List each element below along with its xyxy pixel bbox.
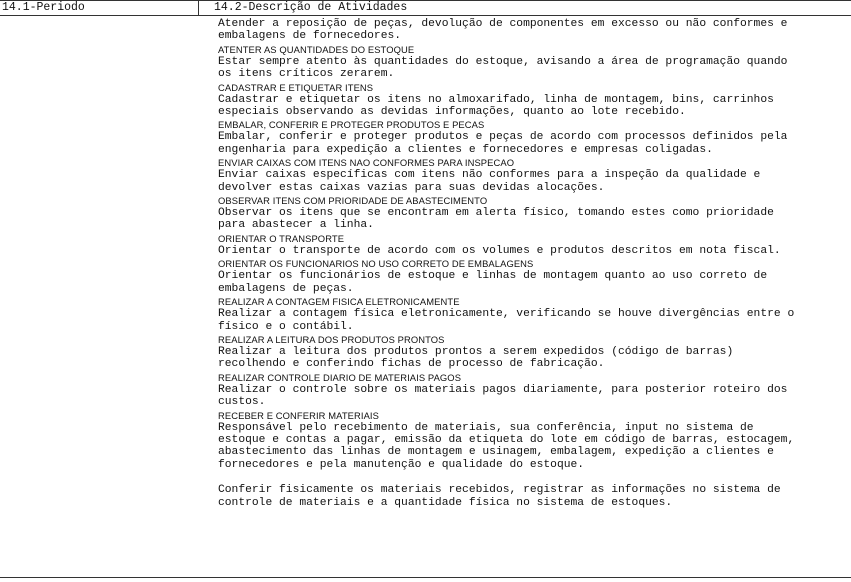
header-underline <box>0 15 851 16</box>
activity-text: Enviar caixas específicas com itens não conformes para a inspeção da qualidade e devolver estas caixas vazias para suas devidas alocações. <box>218 169 761 194</box>
activity-item <box>218 195 851 232</box>
activity-text: Responsável pelo recebimento de materiais, sua conferência, input no sistema de estoque e contas a pagar, emissão da etiqueta do lote em código de barras, estocagem, abastecimento das linhas de montagem e usinagem, embalagem, expedição a clientes e fornecedores e pela manutenção e qualidade do estoque. <box>218 421 795 471</box>
bottom-rule <box>0 577 851 578</box>
activity-item <box>218 44 851 81</box>
activity-title: ATENTER AS QUANTIDADES DO ESTOQUE <box>218 43 415 55</box>
top-rule <box>0 0 851 1</box>
activity-item <box>218 372 851 409</box>
activity-title: REALIZAR A CONTAGEM FISICA ELETRONICAMENTE <box>218 296 460 308</box>
activity-text: Estar sempre atento às quantidades do estoque, avisando a área de programação quando os itens críticos zerarem. <box>218 55 788 81</box>
activity-text: Orientar o transporte de acordo com os volumes e produtos descritos em nota fiscal. <box>218 244 781 257</box>
activity-text: Observar os itens que se encontram em alerta físico, tomando estes como prioridade para abastecer a linha. <box>218 207 774 232</box>
closing-text: Conferir fisicamente os materiais recebidos, registrar as informações no sistema de controle de materiais e a quantidade física no sistema de estoques. <box>218 484 781 509</box>
intro-text: Atender a reposição de peças, devolução de componentes em excesso ou não conformes e embalagens de fornecedores. <box>218 18 788 43</box>
activity-title: OBSERVAR ITENS COM PRIORIDADE DE ABASTECIMENTO <box>218 195 488 207</box>
activity-title: EMBALAR, CONFERIR E PROTEGER PRODUTOS E PECAS <box>218 119 485 131</box>
activity-text: Orientar os funcionários de estoque e linhas de montagem quanto ao uso correto de embalagens de peças. <box>218 270 768 295</box>
activity-item <box>218 334 851 371</box>
activity-title: CADASTRAR E ETIQUETAR ITENS <box>218 81 374 93</box>
activity-text: Realizar a leitura dos produtos prontos a serem expedidos (código de barras) recolhendo e conferindo fichas de processo de fabricação. <box>218 345 734 371</box>
activity-text: Realizar o controle sobre os materiais pagos diariamente, para posterior roteiro dos custos. <box>218 383 788 409</box>
activity-text: Cadastrar e etiquetar os itens no almoxarifado, linha de montagem, bins, carrinhos especiais observando as devidas informações, quanto ao lote recebido. <box>218 93 774 119</box>
activity-item <box>218 410 851 472</box>
activity-title: REALIZAR A LEITURA DOS PRODUTOS PRONTOS <box>218 333 445 345</box>
activity-item <box>218 233 851 257</box>
activity-title: ORIENTAR OS FUNCIONARIOS NO USO CORRETO DE EMBALAGENS <box>218 258 534 270</box>
activity-title: REALIZAR CONTROLE DIARIO DE MATERIAIS PAGOS <box>218 371 462 383</box>
activity-title: ENVIAR CAIXAS COM ITENS NAO CONFORMES PARA INSPECAO <box>218 157 515 169</box>
activity-item <box>218 157 851 194</box>
activity-item <box>218 296 851 333</box>
activity-item <box>218 82 851 119</box>
activities-content <box>218 18 851 510</box>
activity-text: Realizar a contagem física eletronicamente, verificando se houve divergências entre o físico e o contábil. <box>218 308 795 333</box>
activity-title: RECEBER E CONFERIR MATERIAIS <box>218 409 379 421</box>
paragraph-gap <box>218 472 851 484</box>
activity-item <box>218 258 851 295</box>
activity-title: ORIENTAR O TRANSPORTE <box>218 232 345 244</box>
activity-text: Embalar, conferir e proteger produtos e peças de acordo com processos definidos pela engenharia para expedição a clientes e fornecedores e empresas coligadas. <box>218 131 788 156</box>
activity-item <box>218 119 851 156</box>
column-divider <box>198 0 199 15</box>
period-header: 14.1-Periodo <box>2 1 85 14</box>
description-header: 14.2-Descrição de Atividades <box>214 1 408 14</box>
